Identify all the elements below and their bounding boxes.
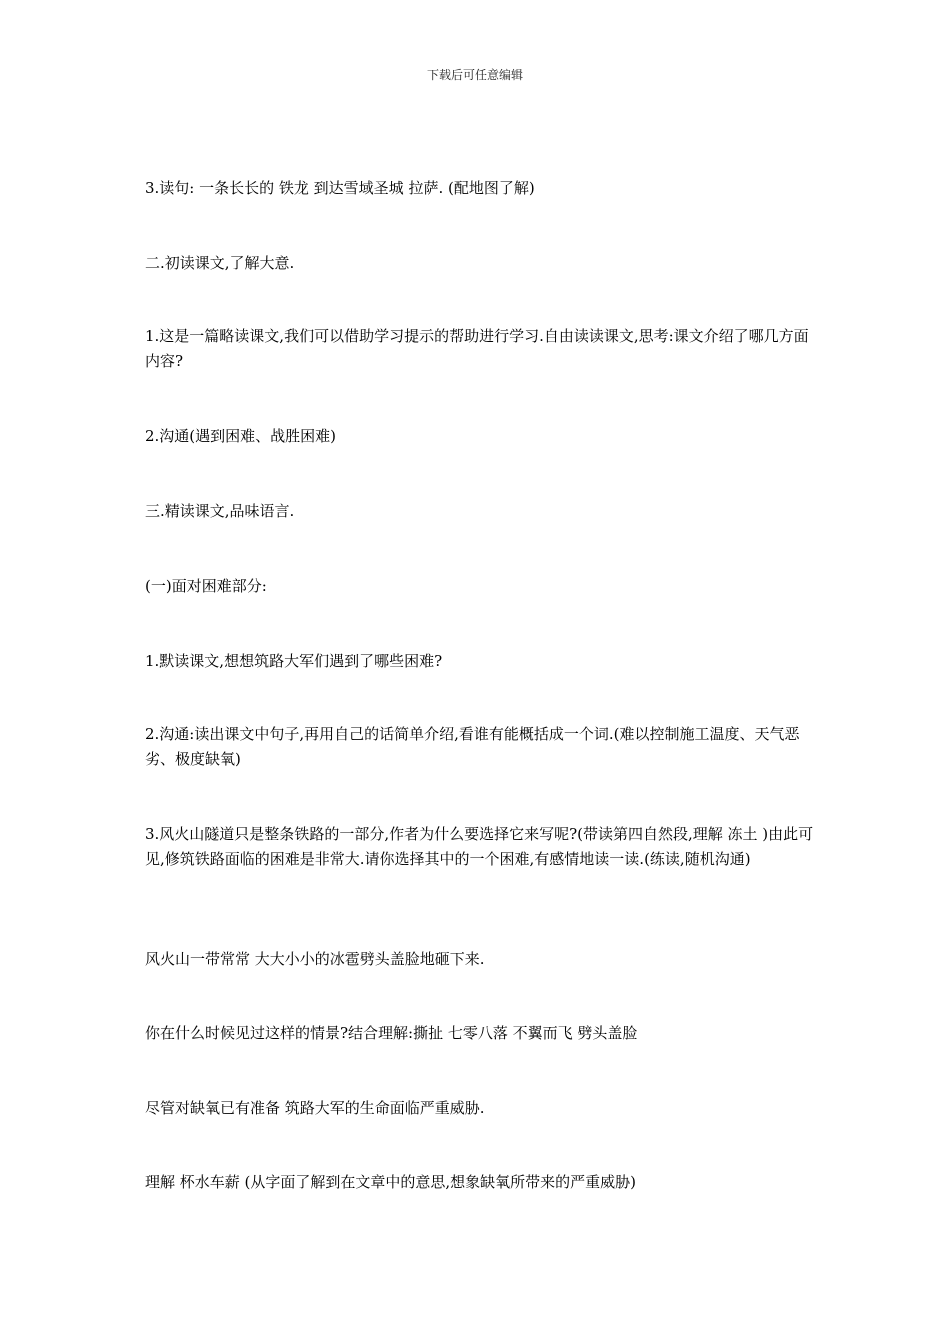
paragraph-oxygen: 尽管对缺氧已有准备 筑路大军的生命面临严重威胁. [145,1099,485,1117]
paragraph-tunnel-question: 3.风火山隧道只是整条铁路的一部分,作者为什么要选择它来写呢?(带读第四自然段,理解 冻土 )由此可见,修筑铁路面临的困难是非常大.请你选择其中的一个困难,有感情地读一读.(练读,随机沟通) [145,825,814,868]
paragraph-communicate-1: 2.沟通(遇到困难、战胜困难) [145,427,337,445]
paragraph-read-sentence: 3.读句: 一条长长的 铁龙 到达雪域圣城 拉萨. (配地图了解) [145,179,535,197]
subheading-facing-difficulty: (一)面对困难部分: [145,577,267,595]
paragraph-scene-question: 你在什么时候见过这样的情景?结合理解:撕扯 七零八落 不翼而飞 劈头盖脸 [145,1024,638,1042]
paragraph-silent-read: 1.默读课文,想想筑路大军们遇到了哪些困难? [145,652,443,670]
paragraph-hail: 风火山一带常常 大大小小的冰雹劈头盖脸地砸下来. [145,950,485,968]
heading-section-two: 二.初读课文,了解大意. [145,254,295,272]
paragraph-first-read: 1.这是一篇略读课文,我们可以借助学习提示的帮助进行学习.自由读读课文,思考:课文介绍了哪几方面内容? [145,327,809,370]
page-header-note: 下载后可任意编辑 [426,68,523,82]
heading-section-three: 三.精读课文,品味语言. [145,502,295,520]
paragraph-idiom: 理解 杯水车薪 (从字面了解到在文章中的意思,想象缺氧所带来的严重威胁) [145,1173,637,1191]
paragraph-communicate-2: 2.沟通:读出课文中句子,再用自己的话简单介绍,看谁有能概括成一个词.(难以控制施工温度、天气恶劣、极度缺氧) [145,725,800,768]
